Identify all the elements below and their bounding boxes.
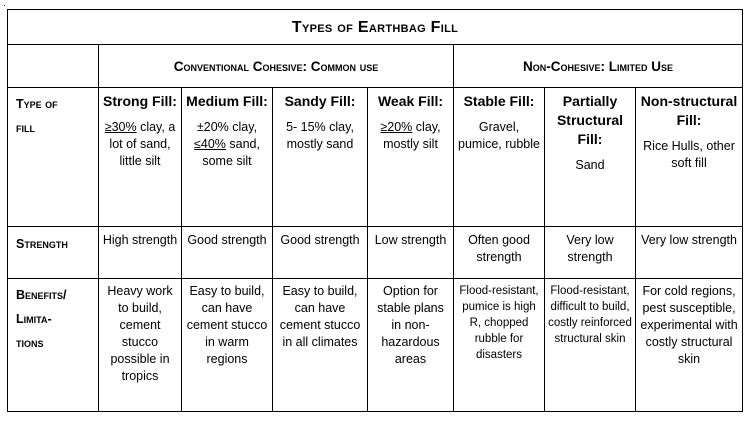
row-label-type-of-fill: Type of fill <box>8 88 99 227</box>
strength-weak: Low strength <box>368 227 454 279</box>
group-header-cohesive: Conventional Cohesive: Common use <box>99 45 454 88</box>
strength-strong: High strength <box>99 227 182 279</box>
fill-type-medium: Medium Fill: ±20% clay, ≤40% sand, some silt <box>182 88 273 227</box>
row-label-benefits-limitations: Benefits/ Limita- tions <box>8 279 99 412</box>
benefits-partially-structural: Flood-resistant, difficult to build, costly reinforced structural skin <box>545 279 636 412</box>
fill-type-weak: Weak Fill: ≥20% clay, mostly silt <box>368 88 454 227</box>
strength-stable: Often good strength <box>454 227 545 279</box>
group-header-noncohesive: Non-Cohesive: Limited Use <box>454 45 743 88</box>
fill-type-strong: Strong Fill: ≥30% clay, a lot of sand, little silt <box>99 88 182 227</box>
benefits-weak: Option for stable plans in non-hazardous areas <box>368 279 454 412</box>
benefits-non-structural: For cold regions, pest susceptible, experimental with costly structural skin <box>636 279 743 412</box>
fill-type-sandy: Sandy Fill: 5- 15% clay, mostly sand <box>273 88 368 227</box>
table-title: Types of Earthbag Fill <box>8 10 743 45</box>
corner-dot: . <box>3 0 6 9</box>
row-label-strength: Strength <box>8 227 99 279</box>
benefits-medium: Easy to build, can have cement stucco in warm regions <box>182 279 273 412</box>
benefits-stable: Flood-resistant, pumice is high R, chopped rubble for disasters <box>454 279 545 412</box>
fill-type-partially-structural: Partially Structural Fill: Sand <box>545 88 636 227</box>
strength-partially-structural: Very low strength <box>545 227 636 279</box>
strength-sandy: Good strength <box>273 227 368 279</box>
benefits-strong: Heavy work to build, cement stucco possible in tropics <box>99 279 182 412</box>
group-header-empty <box>8 45 99 88</box>
earthbag-fill-table <box>7 9 743 412</box>
benefits-sandy: Easy to build, can have cement stucco in all climates <box>273 279 368 412</box>
strength-medium: Good strength <box>182 227 273 279</box>
strength-non-structural: Very low strength <box>636 227 743 279</box>
fill-type-non-structural: Non-structural Fill: Rice Hulls, other soft fill <box>636 88 743 227</box>
fill-type-stable: Stable Fill: Gravel, pumice, rubble <box>454 88 545 227</box>
